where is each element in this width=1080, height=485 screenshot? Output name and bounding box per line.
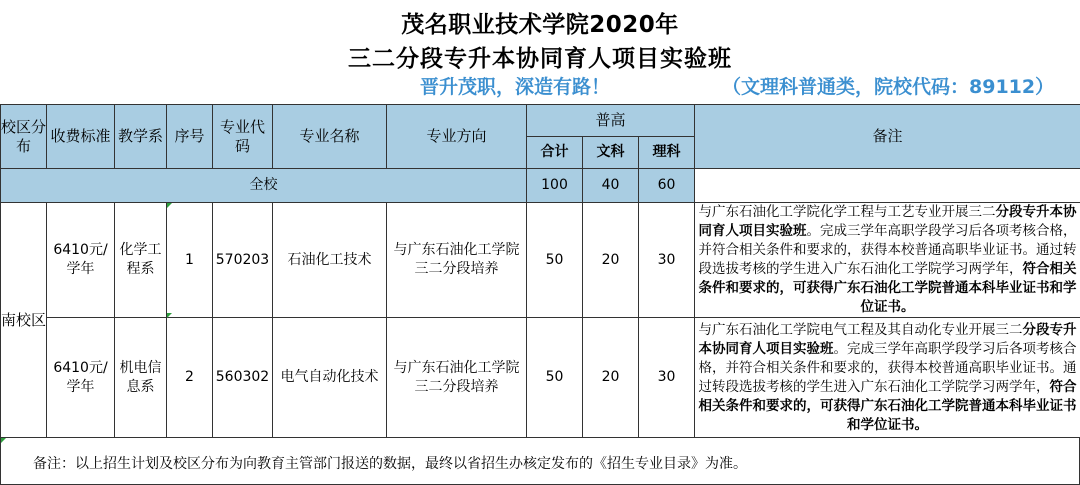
col-header-general-high: 普高	[527, 105, 695, 137]
col-header-fee: 收费标准	[47, 105, 115, 169]
school-total-remark-empty	[695, 169, 1080, 203]
remark-cell	[695, 203, 1080, 318]
remark-text-c: 。完成三学年高职学段学习后各项考核合格，并符合相关条件和要求的，获得本校普通高职毕业证书。通过转段选拔考核的学生进入广东石油化工学院学习两学年，	[698, 340, 1077, 395]
remark-text-d: 符合相关条件和要求的，可获得广东石油化工学院普通本科毕业证书和学位证书。	[698, 261, 1077, 315]
page-title-line1: 茂名职业技术学院2020年	[401, 12, 679, 38]
total-cell: 50	[527, 203, 583, 318]
major-name-cell: 石油化工技术	[273, 203, 387, 318]
school-total-label: 全校	[1, 169, 527, 203]
seq-cell: 2	[167, 318, 213, 438]
cell-marker-icon	[167, 203, 172, 208]
col-header-remarks: 备注	[695, 105, 1080, 169]
remark-text-c: 。完成三学年高职学段学习后各项考核合格，并符合相关条件和要求的，获得本校普通高职毕业证书。通过转段选拔考核的学生进入广东石油化工学院学习两学年，	[698, 223, 1077, 277]
department-cell: 机电信息系	[115, 318, 167, 438]
science-cell: 30	[639, 203, 695, 318]
footer-note-box	[0, 437, 1080, 485]
remark-text-b: 分段专升本协同育人项目实验班	[698, 321, 1077, 357]
col-header-seq: 序号	[167, 105, 213, 169]
major-code-cell: 570203	[213, 203, 273, 318]
department-cell: 化学工程系	[115, 203, 167, 318]
major-code-cell: 560302	[213, 318, 273, 438]
arts-cell: 20	[583, 318, 639, 438]
col-header-major-code: 专业代码	[213, 105, 273, 169]
remark-text-a: 与广东石油化工学院电气工程及其自动化专业开展三二	[698, 321, 1023, 338]
science-cell: 30	[639, 318, 695, 438]
institution-code-note: （文理科普通类，院校代码：89112）	[722, 76, 1055, 98]
campus-cell: 南校区	[1, 203, 47, 438]
page-title-line2: 三二分段专升本协同育人项目实验班	[348, 46, 732, 72]
remark-text-a: 与广东石油化工学院化学工程与工艺专业开展三二	[698, 204, 996, 220]
col-header-total: 合计	[527, 137, 583, 169]
col-header-arts: 文科	[583, 137, 639, 169]
direction-cell: 与广东石油化工学院三二分段培养	[387, 318, 527, 438]
major-name-cell: 电气自动化技术	[273, 318, 387, 438]
col-header-campus: 校区分布	[1, 105, 47, 169]
school-total-arts: 40	[583, 169, 639, 203]
col-header-science: 理科	[639, 137, 695, 169]
seq-cell: 1	[167, 203, 213, 318]
school-total-row	[1, 169, 1080, 203]
fee-cell: 6410元/学年	[47, 203, 115, 318]
fee-cell: 6410元/学年	[47, 318, 115, 438]
direction-cell: 与广东石油化工学院三二分段培养	[387, 203, 527, 318]
table-row	[1, 203, 1080, 318]
remark-cell	[695, 318, 1080, 438]
table-row	[1, 318, 1080, 438]
slogan: 晋升茂职，深造有路！	[420, 76, 611, 98]
remark-text-b: 分段专升本协同育人项目实验班	[698, 204, 1077, 239]
col-header-major-name: 专业名称	[273, 105, 387, 169]
enrollment-table	[0, 104, 1080, 438]
col-header-direction: 专业方向	[387, 105, 527, 169]
page-header	[0, 0, 1080, 104]
school-total-science: 60	[639, 169, 695, 203]
cell-marker-icon	[167, 313, 172, 318]
school-total-total: 100	[527, 169, 583, 203]
footer-note: 备注：以上招生计划及校区分布为向教育主管部门报送的数据，最终以省招生办核定发布的《招生专业目录》为准。	[33, 456, 747, 472]
col-header-department: 教学系	[115, 105, 167, 169]
total-cell: 50	[527, 318, 583, 438]
arts-cell: 20	[583, 203, 639, 318]
remark-text-d: 符合相关条件和要求的，可获得广东石油化工学院普通本科毕业证书和学位证书。	[698, 378, 1077, 433]
